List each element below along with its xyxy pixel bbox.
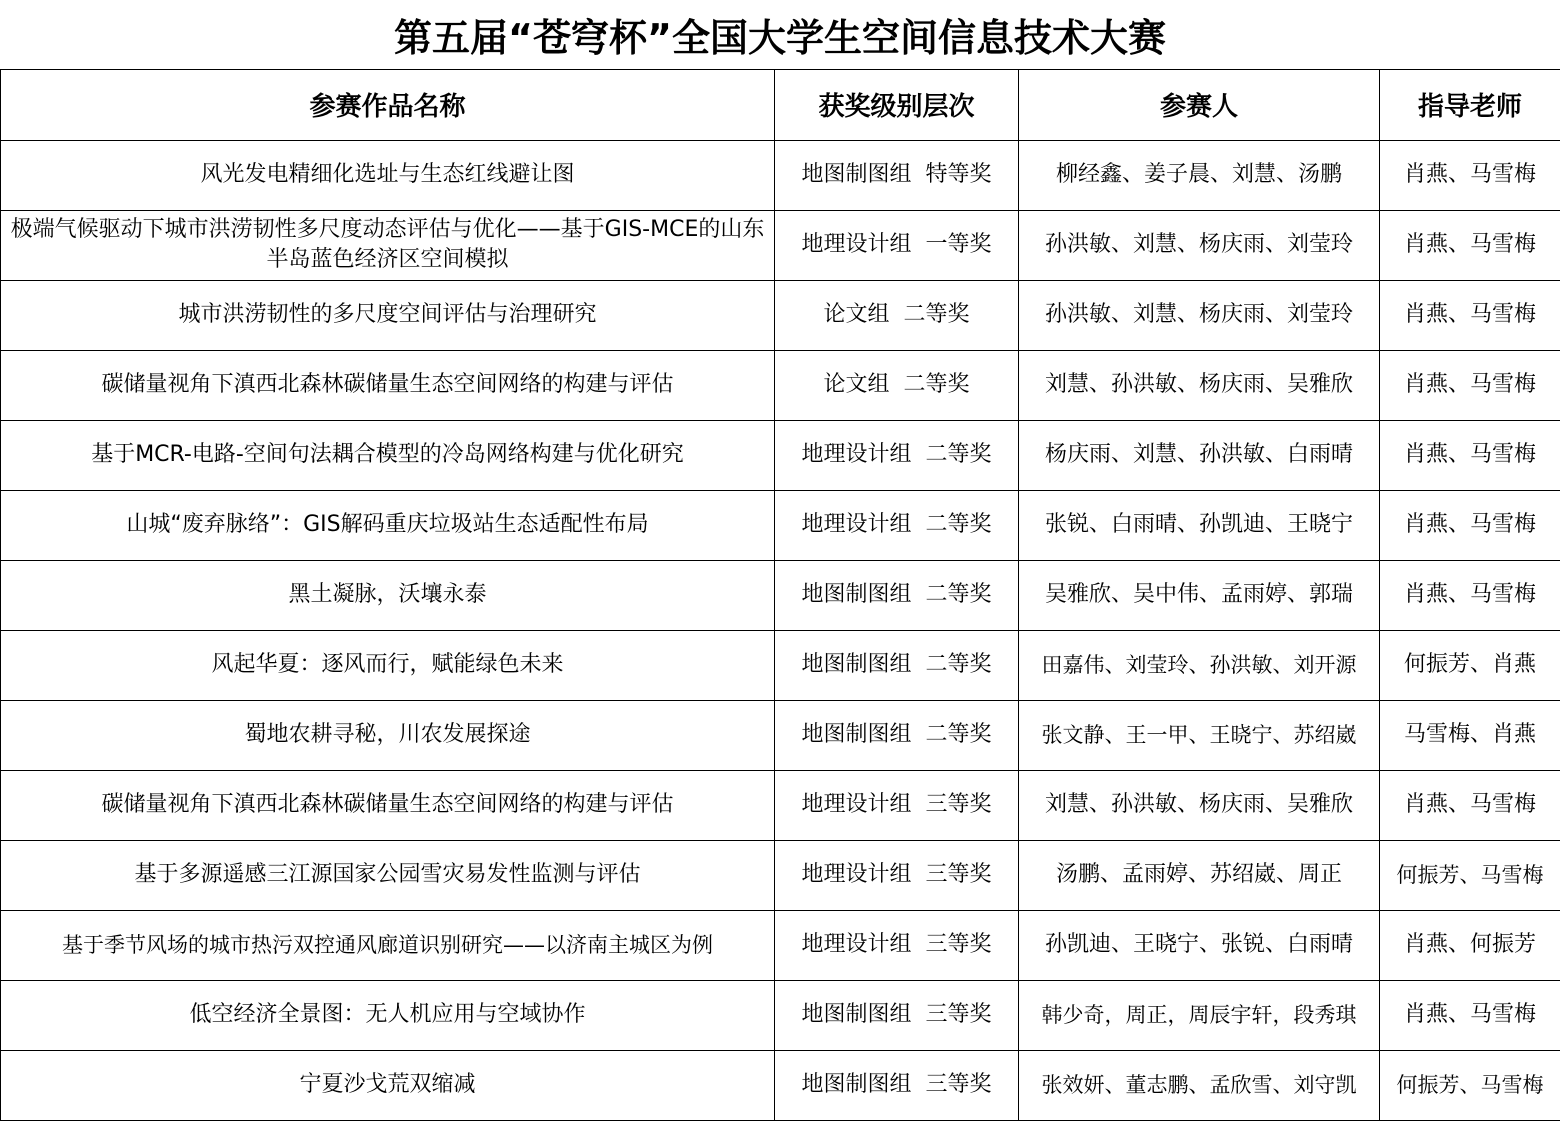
work-title: 碳储量视角下滇西北森林碳储量生态空间网络的构建与评估 bbox=[1, 350, 775, 420]
award-group: 地理设计组 bbox=[801, 442, 912, 467]
award-prize: 二等奖 bbox=[925, 442, 992, 467]
award-prize: 二等奖 bbox=[903, 372, 970, 397]
work-title: 基于多源遥感三江源国家公园雪灾易发性监测与评估 bbox=[1, 840, 775, 910]
participants: 孙洪敏、刘慧、杨庆雨、刘莹玲 bbox=[1019, 280, 1380, 350]
table-row bbox=[1, 280, 1560, 350]
award-group: 地图制图组 bbox=[801, 162, 912, 187]
award-group: 论文组 bbox=[823, 302, 890, 327]
page-title: 第五届“苍穹杯”全国大学生空间信息技术大赛 bbox=[0, 0, 1560, 70]
award-level bbox=[775, 770, 1019, 840]
participants: 孙凯迪、王晓宁、张锐、白雨晴 bbox=[1019, 910, 1380, 980]
work-title: 碳储量视角下滇西北森林碳储量生态空间网络的构建与评估 bbox=[1, 770, 775, 840]
award-group: 地理设计组 bbox=[801, 932, 912, 957]
award-level bbox=[775, 490, 1019, 560]
award-group: 地图制图组 bbox=[801, 652, 912, 677]
table-row bbox=[1, 700, 1560, 770]
participants: 汤鹏、孟雨婷、苏绍崴、周正 bbox=[1019, 840, 1380, 910]
participants: 韩少奇，周正，周辰宇轩，段秀琪 bbox=[1019, 980, 1380, 1050]
table-row bbox=[1, 980, 1560, 1050]
work-title: 黑土凝脉，沃壤永泰 bbox=[1, 560, 775, 630]
table-row bbox=[1, 560, 1560, 630]
award-group: 论文组 bbox=[823, 372, 890, 397]
participants: 刘慧、孙洪敏、杨庆雨、吴雅欣 bbox=[1019, 350, 1380, 420]
award-level bbox=[775, 630, 1019, 700]
table-row bbox=[1, 350, 1560, 420]
award-level bbox=[775, 910, 1019, 980]
award-group: 地图制图组 bbox=[801, 722, 912, 747]
advisors: 肖燕、马雪梅 bbox=[1380, 560, 1560, 630]
awards-table bbox=[0, 70, 1560, 1121]
table-row bbox=[1, 140, 1560, 210]
advisors: 肖燕、马雪梅 bbox=[1380, 980, 1560, 1050]
advisors: 何振芳、马雪梅 bbox=[1380, 1050, 1560, 1120]
award-prize: 二等奖 bbox=[925, 582, 992, 607]
work-title: 城市洪涝韧性的多尺度空间评估与治理研究 bbox=[1, 280, 775, 350]
award-level bbox=[775, 1050, 1019, 1120]
advisors: 何振芳、马雪梅 bbox=[1380, 840, 1560, 910]
advisors: 肖燕、马雪梅 bbox=[1380, 420, 1560, 490]
award-level bbox=[775, 980, 1019, 1050]
award-prize: 二等奖 bbox=[925, 652, 992, 677]
award-group: 地图制图组 bbox=[801, 582, 912, 607]
work-title: 极端气候驱动下城市洪涝韧性多尺度动态评估与优化——基于GIS-MCE的山东半岛蓝色经济区空间模拟 bbox=[1, 210, 775, 280]
table-row bbox=[1, 1050, 1560, 1120]
award-level bbox=[775, 700, 1019, 770]
participants: 张锐、白雨晴、孙凯迪、王晓宁 bbox=[1019, 490, 1380, 560]
award-level bbox=[775, 840, 1019, 910]
table-row bbox=[1, 840, 1560, 910]
award-prize: 二等奖 bbox=[925, 722, 992, 747]
advisors: 肖燕、马雪梅 bbox=[1380, 350, 1560, 420]
advisors: 肖燕、马雪梅 bbox=[1380, 280, 1560, 350]
award-group: 地理设计组 bbox=[801, 862, 912, 887]
advisors: 肖燕、马雪梅 bbox=[1380, 490, 1560, 560]
participants: 田嘉伟、刘莹玲、孙洪敏、刘开源 bbox=[1019, 630, 1380, 700]
award-group: 地图制图组 bbox=[801, 1002, 912, 1027]
award-group: 地图制图组 bbox=[801, 1072, 912, 1097]
participants: 张效妍、董志鹏、孟欣雪、刘守凯 bbox=[1019, 1050, 1380, 1120]
award-group: 地理设计组 bbox=[801, 512, 912, 537]
advisors: 何振芳、肖燕 bbox=[1380, 630, 1560, 700]
header-level: 获奖级别层次 bbox=[775, 70, 1019, 140]
work-title: 蜀地农耕寻秘，川农发展探途 bbox=[1, 700, 775, 770]
participants: 柳经鑫、姜子晨、刘慧、汤鹏 bbox=[1019, 140, 1380, 210]
advisors: 肖燕、马雪梅 bbox=[1380, 210, 1560, 280]
table-row bbox=[1, 420, 1560, 490]
work-title: 风光发电精细化选址与生态红线避让图 bbox=[1, 140, 775, 210]
award-prize: 三等奖 bbox=[925, 1072, 992, 1097]
award-prize: 三等奖 bbox=[925, 932, 992, 957]
award-prize: 一等奖 bbox=[925, 232, 992, 257]
award-level bbox=[775, 210, 1019, 280]
header-advisor: 指导老师 bbox=[1380, 70, 1560, 140]
participants: 杨庆雨、刘慧、孙洪敏、白雨晴 bbox=[1019, 420, 1380, 490]
table-header-row bbox=[1, 70, 1560, 140]
award-prize: 二等奖 bbox=[925, 512, 992, 537]
work-title: 基于MCR-电路-空间句法耦合模型的冷岛网络构建与优化研究 bbox=[1, 420, 775, 490]
advisors: 肖燕、何振芳 bbox=[1380, 910, 1560, 980]
advisors: 肖燕、马雪梅 bbox=[1380, 140, 1560, 210]
work-title: 基于季节风场的城市热污双控通风廊道识别研究——以济南主城区为例 bbox=[1, 910, 775, 980]
participants: 刘慧、孙洪敏、杨庆雨、吴雅欣 bbox=[1019, 770, 1380, 840]
award-prize: 二等奖 bbox=[903, 302, 970, 327]
award-group: 地理设计组 bbox=[801, 792, 912, 817]
participants: 张文静、王一甲、王晓宁、苏绍崴 bbox=[1019, 700, 1380, 770]
advisors: 肖燕、马雪梅 bbox=[1380, 770, 1560, 840]
header-work: 参赛作品名称 bbox=[1, 70, 775, 140]
award-level bbox=[775, 560, 1019, 630]
header-members: 参赛人 bbox=[1019, 70, 1380, 140]
table-row bbox=[1, 490, 1560, 560]
work-title: 宁夏沙戈荒双缩减 bbox=[1, 1050, 775, 1120]
work-title: 低空经济全景图：无人机应用与空域协作 bbox=[1, 980, 775, 1050]
work-title: 风起华夏：逐风而行，赋能绿色未来 bbox=[1, 630, 775, 700]
award-level bbox=[775, 280, 1019, 350]
work-title: 山城“废弃脉络”：GIS解码重庆垃圾站生态适配性布局 bbox=[1, 490, 775, 560]
award-level bbox=[775, 350, 1019, 420]
award-level bbox=[775, 140, 1019, 210]
award-prize: 三等奖 bbox=[925, 792, 992, 817]
award-prize: 特等奖 bbox=[925, 162, 992, 187]
award-group: 地理设计组 bbox=[801, 232, 912, 257]
table-row bbox=[1, 210, 1560, 280]
participants: 吴雅欣、吴中伟、孟雨婷、郭瑞 bbox=[1019, 560, 1380, 630]
advisors: 马雪梅、肖燕 bbox=[1380, 700, 1560, 770]
table-row bbox=[1, 630, 1560, 700]
award-level bbox=[775, 420, 1019, 490]
participants: 孙洪敏、刘慧、杨庆雨、刘莹玲 bbox=[1019, 210, 1380, 280]
award-prize: 三等奖 bbox=[925, 862, 992, 887]
table-row bbox=[1, 770, 1560, 840]
table-row bbox=[1, 910, 1560, 980]
award-prize: 三等奖 bbox=[925, 1002, 992, 1027]
